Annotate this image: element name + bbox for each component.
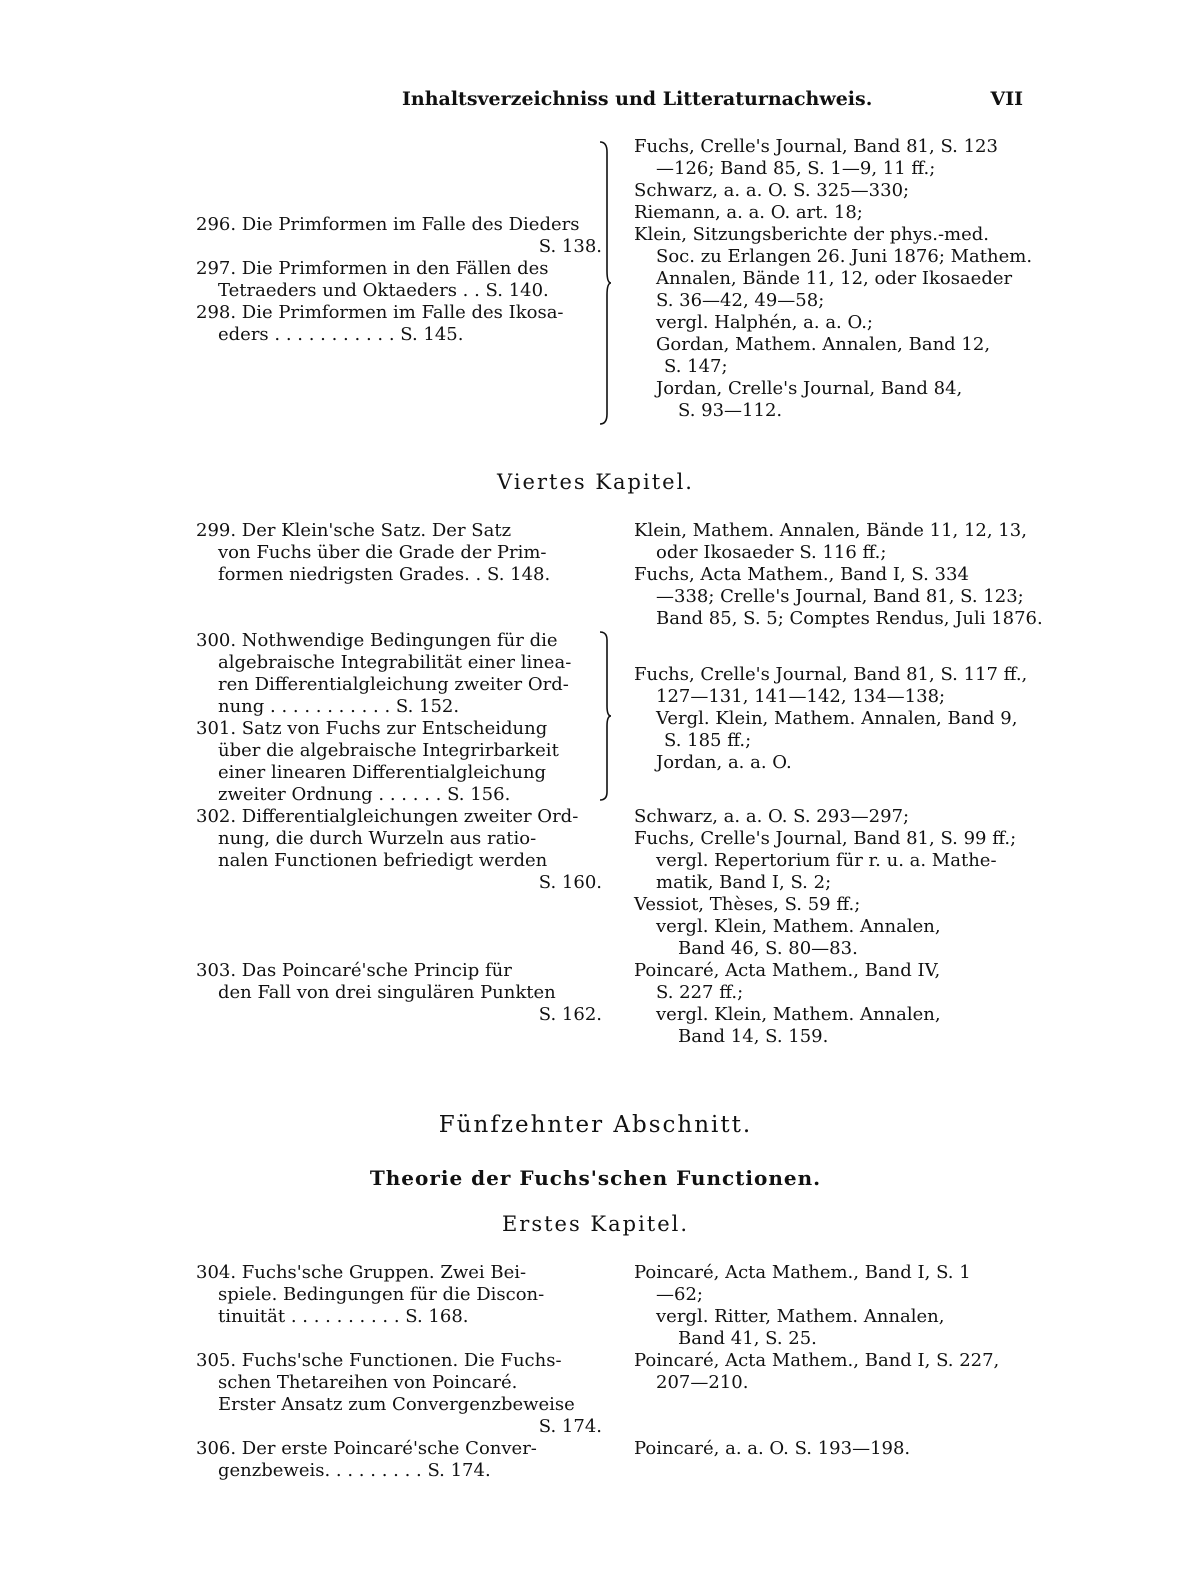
references-299 xyxy=(634,520,1044,630)
reference-line: vergl. Klein, Mathem. Annalen, xyxy=(656,916,941,937)
toc-line: tinuität . . . . . . . . . . S. 168. xyxy=(218,1306,469,1327)
reference-line: Fuchs, Crelle's Journal, Band 81, S. 123 xyxy=(634,136,998,157)
toc-line: den Fall von drei singulären Punkten xyxy=(218,982,556,1003)
reference-line: vergl. Klein, Mathem. Annalen, xyxy=(656,1004,941,1025)
reference-line: Poincaré, Acta Mathem., Band IV, xyxy=(634,960,941,981)
reference-line: oder Ikosaeder S. 116 ff.; xyxy=(656,542,887,563)
page-number: VII xyxy=(990,88,1023,110)
toc-line: 297. Die Primformen in den Fällen des xyxy=(196,258,549,279)
reference-line: Poincaré, Acta Mathem., Band I, S. 227, xyxy=(634,1350,1000,1371)
toc-line: zweiter Ordnung . . . . . . S. 156. xyxy=(218,784,511,805)
reference-line: Schwarz, a. a. O. S. 293—297; xyxy=(634,806,910,827)
reference-line: Schwarz, a. a. O. S. 325—330; xyxy=(634,180,910,201)
running-head-title: Inhaltsverzeichniss und Litteraturnachweis. xyxy=(402,88,873,110)
references-304 xyxy=(634,1262,1044,1350)
toc-line: 302. Differentialgleichungen zweiter Ord- xyxy=(196,806,579,827)
references-306 xyxy=(634,1438,1044,1460)
references-296-298 xyxy=(634,136,1044,422)
toc-entry-302 xyxy=(196,806,602,894)
reference-line: 207—210. xyxy=(656,1372,749,1393)
reference-line: Poincaré, Acta Mathem., Band I, S. 1 xyxy=(634,1262,971,1283)
reference-line: S. 147; xyxy=(664,356,728,377)
toc-line: algebraische Integrabilität einer linea- xyxy=(218,652,572,673)
reference-line: —62; xyxy=(656,1284,703,1305)
toc-page-ref: S. 160. xyxy=(538,872,602,893)
right-brace-icon xyxy=(598,140,612,426)
reference-line: Band 46, S. 80—83. xyxy=(678,938,858,959)
chapter-heading-viertes: Viertes Kapitel. xyxy=(497,470,694,494)
references-302 xyxy=(634,806,1044,960)
reference-line: vergl. Repertorium für r. u. a. Mathe- xyxy=(656,850,997,871)
reference-line: Poincaré, a. a. O. S. 193—198. xyxy=(634,1438,911,1459)
references-303 xyxy=(634,960,1044,1048)
toc-line: von Fuchs über die Grade der Prim- xyxy=(218,542,547,563)
toc-line: 304. Fuchs'sche Gruppen. Zwei Bei- xyxy=(196,1262,527,1283)
reference-line: Fuchs, Crelle's Journal, Band 81, S. 99 ff.; xyxy=(634,828,1017,849)
toc-line: 306. Der erste Poincaré'sche Conver- xyxy=(196,1438,537,1459)
reference-line: Klein, Sitzungsberichte der phys.-med. xyxy=(634,224,990,245)
section-heading-fuenfzehnter: Fünfzehnter Abschnitt. xyxy=(438,1112,753,1138)
reference-line: Band 85, S. 5; Comptes Rendus, Juli 1876. xyxy=(656,608,1043,629)
reference-line: Soc. zu Erlangen 26. Juni 1876; Mathem. xyxy=(656,246,1033,267)
reference-line: Vessiot, Thèses, S. 59 ff.; xyxy=(634,894,861,915)
toc-line: nung, die durch Wurzeln aus ratio- xyxy=(218,828,537,849)
toc-entry-303 xyxy=(196,960,602,1026)
toc-line: 305. Fuchs'sche Functionen. Die Fuchs- xyxy=(196,1350,562,1371)
references-300-301 xyxy=(634,664,1044,774)
toc-entry-304 xyxy=(196,1262,602,1328)
reference-line: Band 41, S. 25. xyxy=(678,1328,817,1349)
reference-line: —126; Band 85, S. 1—9, 11 ff.; xyxy=(656,158,936,179)
reference-line: Band 14, S. 159. xyxy=(678,1026,829,1047)
reference-line: S. 185 ff.; xyxy=(664,730,752,751)
reference-line: vergl. Halphén, a. a. O.; xyxy=(656,312,873,333)
toc-line: formen niedrigsten Grades. . S. 148. xyxy=(218,564,551,585)
toc-line: 303. Das Poincaré'sche Princip für xyxy=(196,960,512,981)
references-305 xyxy=(634,1350,1044,1394)
toc-line: 299. Der Klein'sche Satz. Der Satz xyxy=(196,520,512,541)
toc-entry-305 xyxy=(196,1350,602,1438)
reference-line: Annalen, Bände 11, 12, oder Ikosaeder xyxy=(656,268,1013,289)
reference-line: Klein, Mathem. Annalen, Bände 11, 12, 13, xyxy=(634,520,1027,541)
toc-page-ref: S. 162. xyxy=(538,1004,602,1025)
reference-line: Jordan, Crelle's Journal, Band 84, xyxy=(656,378,963,399)
toc-line: genzbeweis. . . . . . . . . S. 174. xyxy=(218,1460,491,1481)
toc-entry-299 xyxy=(196,520,602,586)
reference-line: vergl. Ritter, Mathem. Annalen, xyxy=(656,1306,945,1327)
toc-line: 300. Nothwendige Bedingungen für die xyxy=(196,630,558,651)
toc-entry-306 xyxy=(196,1438,602,1482)
toc-line: Erster Ansatz zum Convergenzbeweise xyxy=(218,1394,575,1415)
toc-line: nung . . . . . . . . . . . S. 152. xyxy=(218,696,460,717)
toc-line: einer linearen Differentialgleichung xyxy=(218,762,547,783)
reference-line: —338; Crelle's Journal, Band 81, S. 123; xyxy=(656,586,1024,607)
reference-line: Gordan, Mathem. Annalen, Band 12, xyxy=(656,334,991,355)
toc-line: 301. Satz von Fuchs zur Entscheidung xyxy=(196,718,548,739)
reference-line: 127—131, 141—142, 134—138; xyxy=(656,686,946,707)
toc-entries-300-301 xyxy=(196,630,602,806)
reference-line: Riemann, a. a. O. art. 18; xyxy=(634,202,863,223)
toc-line: eders . . . . . . . . . . . S. 145. xyxy=(218,324,464,345)
reference-line: Fuchs, Crelle's Journal, Band 81, S. 117 ff., xyxy=(634,664,1028,685)
reference-line: Fuchs, Acta Mathem., Band I, S. 334 xyxy=(634,564,969,585)
reference-line: Vergl. Klein, Mathem. Annalen, Band 9, xyxy=(656,708,1018,729)
toc-page-ref: S. 138. xyxy=(538,236,602,257)
toc-line: schen Thetareihen von Poincaré. xyxy=(218,1372,518,1393)
reference-line: S. 93—112. xyxy=(678,400,783,421)
right-brace-icon xyxy=(598,630,612,802)
reference-line: matik, Band I, S. 2; xyxy=(656,872,832,893)
toc-line: spiele. Bedingungen für die Discon- xyxy=(218,1284,545,1305)
toc-line: nalen Functionen befriedigt werden xyxy=(218,850,548,871)
toc-line: 298. Die Primformen im Falle des Ikosa- xyxy=(196,302,564,323)
section-subtitle: Theorie der Fuchs'schen Functionen. xyxy=(369,1166,822,1190)
reference-line: S. 227 ff.; xyxy=(656,982,744,1003)
toc-line: ren Differentialgleichung zweiter Ord- xyxy=(218,674,569,695)
toc-line: Tetraeders und Oktaeders . . S. 140. xyxy=(218,280,549,301)
toc-entries-296-298 xyxy=(196,214,602,346)
toc-page-ref: S. 174. xyxy=(538,1416,602,1437)
reference-line: S. 36—42, 49—58; xyxy=(656,290,825,311)
toc-line: über die algebraische Integrirbarkeit xyxy=(218,740,559,761)
chapter-heading-erstes: Erstes Kapitel. xyxy=(501,1212,690,1236)
toc-line: 296. Die Primformen im Falle des Dieders xyxy=(196,214,580,235)
reference-line: Jordan, a. a. O. xyxy=(656,752,792,773)
